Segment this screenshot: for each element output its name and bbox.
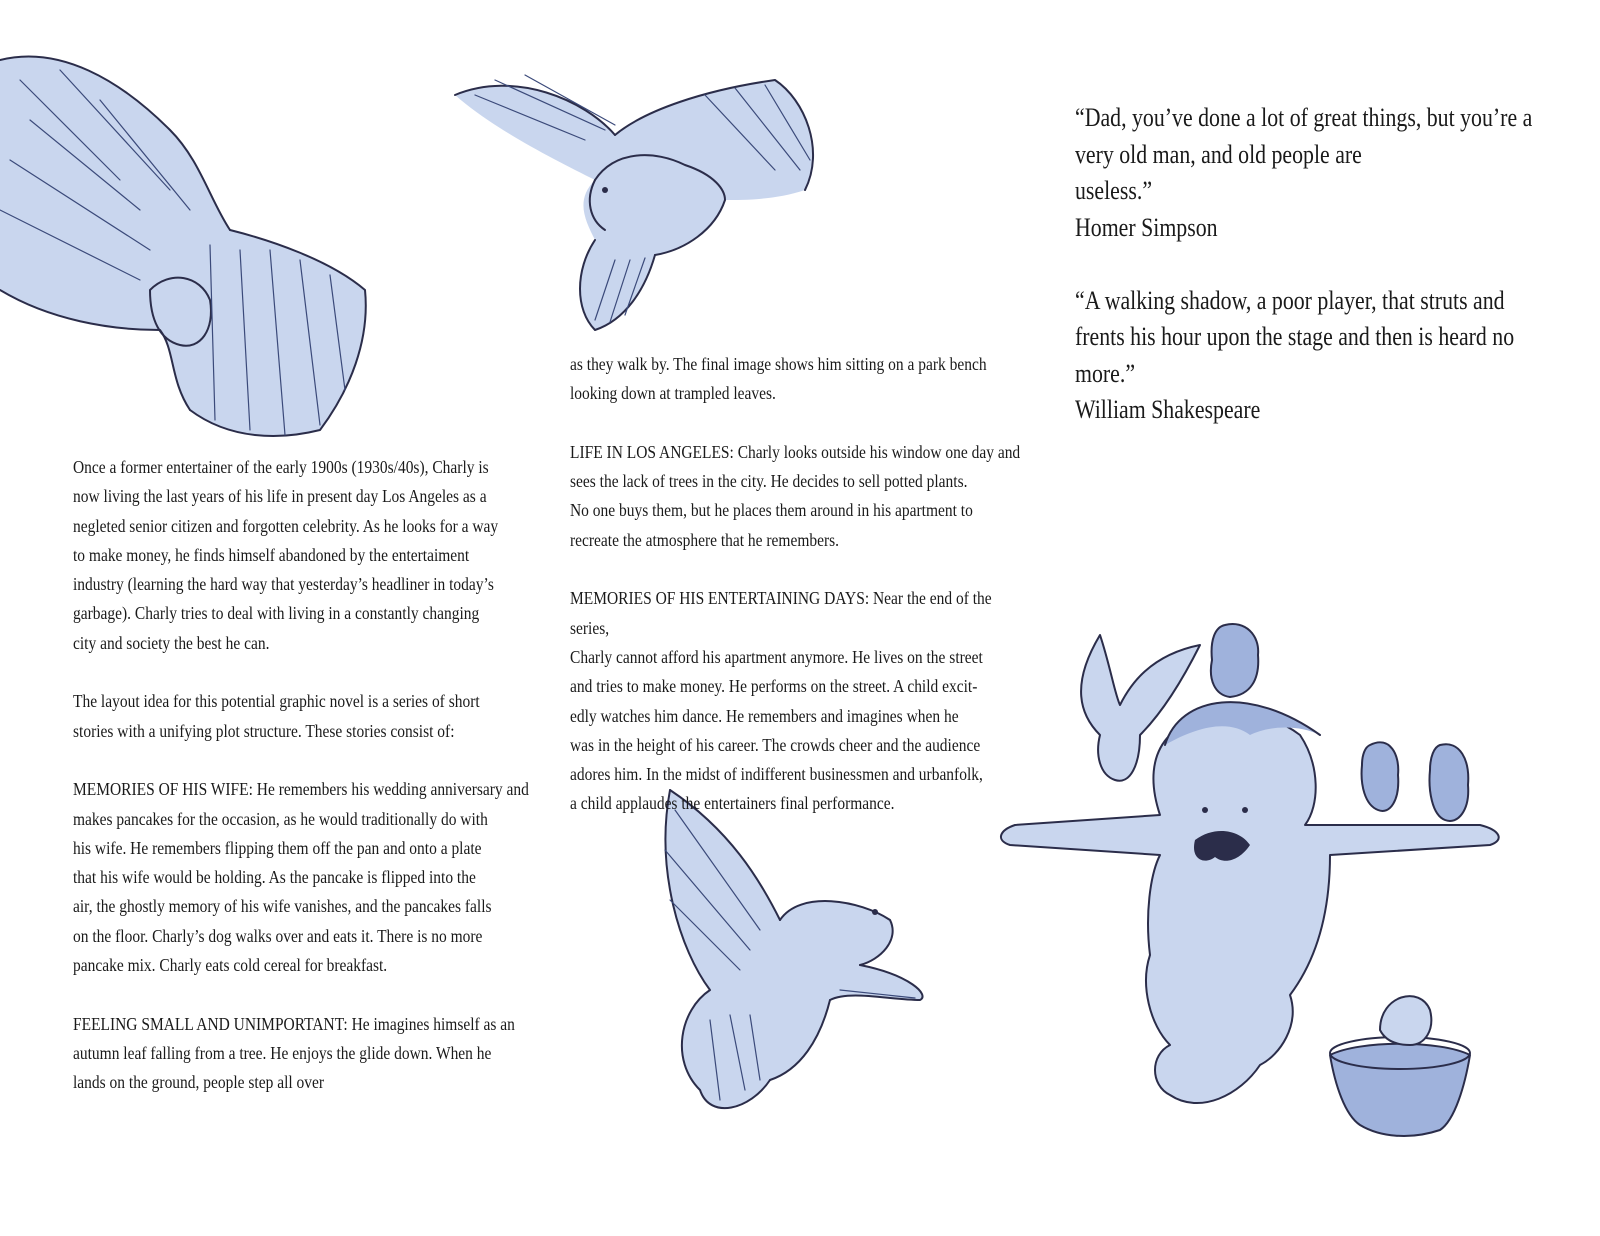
quote-author: William Shakespeare [1075, 395, 1261, 424]
entertaining-days-paragraph: MEMORIES OF HIS ENTERTAINING DAYS: Near the end of the series, Charly cannot afford his apartment anymore. He lives on the street and tries to make money. He performs on the street. A child excit- edly watches him dance. He remembers and imagines when he was in the height of his career. The crowds cheer and the audience adores him. In the midst of indifferent businessmen and urbanfolk, a child applaudes the entertainers final performance. [570, 588, 992, 814]
layout-idea-paragraph: The layout idea for this potential graphic novel is a series of short stories with a unifying plot structure. These stories consist of: [73, 691, 480, 741]
quote-text: “A walking shadow, a poor player, that struts and frents his hour upon the stage and then is heard no more.” [1075, 285, 1515, 388]
life-in-los-angeles-paragraph: LIFE IN LOS ANGELES: Charly looks outside his window one day and sees the lack of trees in the city. He decides to sell potted plants. No one buys them, but he places them around in his apartment to recreate the atmosphere that he remembers. [570, 441, 1021, 550]
left-text-column [73, 453, 543, 1098]
memories-of-wife-paragraph: MEMORIES OF HIS WIFE: He remembers his wedding anniversary and makes pancakes for the occasion, as he would traditionally do with his wife. He remembers flipping them off the pan and onto a plate that his wife would be holding. As the pancake is flipped into the air, the ghostly memory of his wife vanishes, and the pancakes falls on the floor. Charly’s dog walks over and eats it. There is no more pancake mix. Charly eats cold cereal for breakfast. [73, 779, 529, 976]
quote-author: Homer Simpson [1075, 212, 1218, 242]
quote-homer-simpson [1075, 100, 1545, 246]
quote-text: “Dad, you’ve done a lot of great things, but you’re a very old man, and old people are useless.” [1075, 103, 1533, 205]
continuation-paragraph: as they walk by. The final image shows him sitting on a park bench looking down at trampled leaves. [570, 354, 987, 404]
flying-pigeon-illustration [455, 50, 845, 335]
landing-pigeon-illustration [650, 790, 950, 1130]
feeling-small-paragraph: FEELING SMALL AND UNIMPORTANT: He imagines himself as an autumn leaf falling from a tree. He enjoys the glide down. When he lands on the ground, people step all over [73, 1013, 515, 1093]
quote-william-shakespeare [1075, 283, 1545, 429]
middle-text-column [570, 350, 1031, 819]
hand-holding-pigeon-illustration [0, 40, 380, 450]
dancing-entertainer-illustration [1000, 625, 1540, 1185]
quotes-column [1075, 100, 1545, 429]
intro-paragraph: Once a former entertainer of the early 1900s (1930s/40s), Charly is now living the last years of his life in present day Los Angeles as a negleted senior citizen and forgotten celebrity. As he looks for a way to make money, he finds himself abandoned by the entertaiment industry (learning the hard way that yesterday’s headliner in today’s garbage). Charly tries to deal with living in a constantly changing city and society the best he can. [73, 457, 499, 653]
